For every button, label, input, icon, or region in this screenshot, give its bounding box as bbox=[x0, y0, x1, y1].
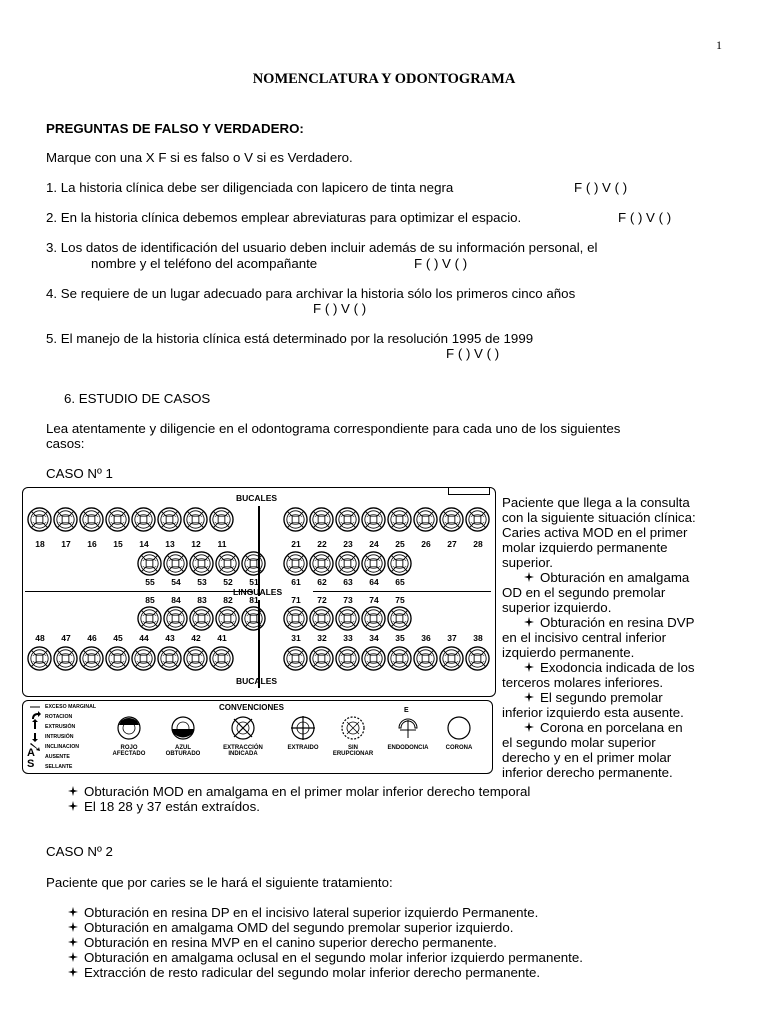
case2-item: Extracción de resto radicular del segundo molar inferior derecho permanente. bbox=[68, 965, 583, 980]
tooth-number: 27 bbox=[447, 539, 457, 549]
tooth-number: 25 bbox=[395, 539, 405, 549]
tooth-number: 63 bbox=[343, 577, 353, 587]
condition-label: EXCESO MARGINAL bbox=[45, 704, 97, 710]
tooth-number: 43 bbox=[165, 633, 175, 643]
case1-description-line: con la siguiente situación clínica: bbox=[502, 510, 696, 525]
tooth[interactable] bbox=[209, 506, 234, 533]
tooth[interactable] bbox=[163, 605, 188, 632]
tooth-number: 81 bbox=[249, 595, 259, 605]
tooth-number: 26 bbox=[421, 539, 431, 549]
tooth-number: 75 bbox=[395, 595, 405, 605]
tooth[interactable] bbox=[309, 506, 334, 533]
tooth-number: 21 bbox=[291, 539, 301, 549]
tooth[interactable] bbox=[387, 645, 412, 672]
tooth[interactable] bbox=[215, 605, 240, 632]
tooth-number: 47 bbox=[61, 633, 71, 643]
tooth[interactable] bbox=[439, 645, 464, 672]
condition-label: ROTACION bbox=[45, 714, 73, 720]
tooth[interactable] bbox=[283, 645, 308, 672]
tooth-number: 41 bbox=[217, 633, 227, 643]
tooth-number: 33 bbox=[343, 633, 353, 643]
red-affected-icon bbox=[117, 716, 141, 740]
tooth[interactable] bbox=[27, 506, 52, 533]
case1-item: El segundo premolar inferior izquierdo esta ausente. bbox=[502, 690, 684, 720]
tooth-number: 45 bbox=[113, 633, 123, 643]
buccal-top-label: BUCALES bbox=[236, 493, 278, 503]
tooth[interactable] bbox=[387, 605, 412, 632]
tooth-number: 46 bbox=[87, 633, 97, 643]
blue-filled-icon bbox=[171, 716, 195, 740]
tooth[interactable] bbox=[183, 506, 208, 533]
condition-label: INTRUSIÓN bbox=[45, 734, 74, 740]
tooth[interactable] bbox=[335, 506, 360, 533]
tooth-number: 13 bbox=[165, 539, 175, 549]
odontogram-corner-tag bbox=[448, 487, 490, 495]
tooth-number: 55 bbox=[145, 577, 155, 587]
case1-description-line: Paciente que llega a la consulta bbox=[502, 495, 690, 510]
case2-intro: Paciente que por caries se le hará el siguiente tratamiento: bbox=[46, 875, 393, 890]
tooth[interactable] bbox=[157, 645, 182, 672]
question-1-answer: F ( ) V ( ) bbox=[574, 180, 628, 195]
diamond-bullet-icon bbox=[68, 952, 78, 962]
tooth[interactable] bbox=[361, 605, 386, 632]
legend-label: EXTRACCIÓN INDICADA bbox=[223, 745, 263, 757]
case2-item: Obturación en resina MVP en el canino superior derecho permanente. bbox=[68, 935, 583, 950]
condition-label: EXTRUSIÓN bbox=[45, 724, 76, 730]
diamond-bullet-icon bbox=[524, 617, 534, 627]
row-lower-right-temporary bbox=[137, 605, 267, 632]
diamond-bullet-icon bbox=[524, 572, 534, 582]
tooth-number: 54 bbox=[171, 577, 181, 587]
case1-label: CASO Nº 1 bbox=[46, 466, 113, 481]
question-5: 5. El manejo de la historia clínica está determinado por la resolución 1995 de 1999 bbox=[46, 331, 534, 346]
row-lower-left-temporary bbox=[283, 605, 413, 632]
lingual-label: LINGUALES bbox=[233, 587, 283, 597]
case-intro-line2: casos: bbox=[46, 436, 85, 451]
question-3-line2: nombre y el teléfono del acompañante bbox=[91, 256, 318, 271]
case2-item: Obturación en amalgama oclusal en el segundo molar inferior izquierdo permanente. bbox=[68, 950, 583, 965]
tooth-number: 64 bbox=[369, 577, 379, 587]
diamond-bullet-icon bbox=[524, 722, 534, 732]
tooth[interactable] bbox=[105, 645, 130, 672]
tooth-number: 37 bbox=[447, 633, 457, 643]
legend-label: AZUL OBTURADO bbox=[165, 745, 201, 757]
page-number: 1 bbox=[716, 38, 722, 52]
tooth-number: 85 bbox=[145, 595, 155, 605]
tooth-number: 31 bbox=[291, 633, 301, 643]
tooth-number: 62 bbox=[317, 577, 327, 587]
letter-s: S bbox=[27, 758, 35, 770]
legend-label: ENDODONCIA bbox=[387, 745, 429, 751]
tooth-number: 82 bbox=[223, 595, 233, 605]
tooth-number: 22 bbox=[317, 539, 327, 549]
conventions-legend bbox=[22, 700, 493, 774]
tooth-number: 53 bbox=[197, 577, 207, 587]
horizontal-divider-left bbox=[25, 591, 253, 592]
case1-description-line: superior. bbox=[502, 555, 553, 570]
letter-a: A bbox=[27, 747, 35, 759]
case2-list bbox=[68, 905, 583, 980]
case1-item: Obturación en amalgama OD en el segundo premolar superior izquierdo. bbox=[502, 570, 690, 615]
tooth[interactable] bbox=[335, 605, 360, 632]
case1-item: Exodoncia indicada de los terceros molares inferiores. bbox=[502, 660, 695, 690]
tooth-number: 16 bbox=[87, 539, 97, 549]
tooth[interactable] bbox=[361, 506, 386, 533]
crown-icon bbox=[447, 716, 471, 740]
tooth[interactable] bbox=[309, 605, 334, 632]
question-2-answer: F ( ) V ( ) bbox=[618, 210, 672, 225]
tooth-number: 48 bbox=[35, 633, 45, 643]
tooth-number: 14 bbox=[139, 539, 149, 549]
tooth-number: 44 bbox=[139, 633, 149, 643]
diamond-bullet-icon bbox=[68, 922, 78, 932]
case1-bottom-item: Obturación MOD en amalgama en el primer molar inferior derecho temporal bbox=[68, 784, 530, 799]
tooth[interactable] bbox=[157, 506, 182, 533]
diamond-bullet-icon bbox=[524, 692, 534, 702]
row-upper-left-permanent bbox=[283, 506, 491, 533]
condition-label: SELLANTE bbox=[45, 764, 73, 770]
tooth-number: 65 bbox=[395, 577, 405, 587]
case2-label: CASO Nº 2 bbox=[46, 844, 113, 859]
case1-bottom-item: El 18 28 y 37 están extraídos. bbox=[68, 799, 260, 814]
conventions-title: CONVENCIONES bbox=[219, 703, 284, 712]
tooth-number: 12 bbox=[191, 539, 201, 549]
case-study-heading: 6. ESTUDIO DE CASOS bbox=[64, 391, 211, 406]
tooth[interactable] bbox=[413, 506, 438, 533]
case2-item: Obturación en amalgama OMD del segundo premolar superior izquierdo. bbox=[68, 920, 583, 935]
question-4: 4. Se requiere de un lugar adecuado para archivar la historia sólo los primeros cinco años bbox=[46, 286, 576, 301]
tooth-number: 24 bbox=[369, 539, 379, 549]
case-intro-line1: Lea atentamente y diligencie en el odontograma correspondiente para cada uno de los siguientes bbox=[46, 421, 621, 436]
legend-label: SIN ERUPCIONAR bbox=[332, 745, 374, 757]
row-upper-right-temporary bbox=[137, 550, 267, 577]
instruction-text: Marque con una X F si es falso o V si es Verdadero. bbox=[46, 150, 353, 165]
tooth[interactable] bbox=[209, 645, 234, 672]
section-heading: PREGUNTAS DE FALSO Y VERDADERO: bbox=[46, 121, 304, 136]
tooth-number: 83 bbox=[197, 595, 207, 605]
tooth[interactable] bbox=[241, 605, 266, 632]
tooth-number: 35 bbox=[395, 633, 405, 643]
extracted-icon bbox=[291, 716, 315, 740]
diamond-bullet-icon bbox=[68, 937, 78, 947]
tooth[interactable] bbox=[309, 550, 334, 577]
tooth[interactable] bbox=[241, 550, 266, 577]
odontogram-chart bbox=[22, 487, 496, 697]
tooth-number: 84 bbox=[171, 595, 181, 605]
tooth[interactable] bbox=[79, 645, 104, 672]
tooth[interactable] bbox=[335, 550, 360, 577]
tooth-number: 34 bbox=[369, 633, 379, 643]
tooth-number: 71 bbox=[291, 595, 301, 605]
tooth[interactable] bbox=[465, 506, 490, 533]
diamond-bullet-icon bbox=[524, 662, 534, 672]
case1-item: Obturación en resina DVP en el incisivo central inferior izquierdo permanente. bbox=[502, 615, 695, 660]
tooth[interactable] bbox=[131, 506, 156, 533]
tooth-number: 38 bbox=[473, 633, 483, 643]
tooth[interactable] bbox=[105, 506, 130, 533]
question-2: 2. En la historia clínica debemos emplear abreviaturas para optimizar el espacio. bbox=[46, 210, 522, 225]
unerupted-icon bbox=[341, 716, 365, 740]
tooth[interactable] bbox=[53, 506, 78, 533]
condition-label: AUSENTE bbox=[45, 754, 70, 760]
case1-description-line: molar izquierdo permanente bbox=[502, 540, 668, 555]
case2-item: Obturación en resina DP en el incisivo lateral superior izquierdo Permanente. bbox=[68, 905, 583, 920]
endodontics-letter: E bbox=[404, 707, 409, 714]
diamond-bullet-icon bbox=[68, 801, 78, 811]
tooth[interactable] bbox=[387, 550, 412, 577]
tooth[interactable] bbox=[79, 506, 104, 533]
tooth-number: 73 bbox=[343, 595, 353, 605]
tooth[interactable] bbox=[361, 550, 386, 577]
tooth[interactable] bbox=[309, 645, 334, 672]
row-upper-left-temporary bbox=[283, 550, 413, 577]
tooth-number: 36 bbox=[421, 633, 431, 643]
tooth-number: 28 bbox=[473, 539, 483, 549]
tooth[interactable] bbox=[27, 645, 52, 672]
tooth[interactable] bbox=[283, 605, 308, 632]
tooth[interactable] bbox=[387, 506, 412, 533]
diamond-bullet-icon bbox=[68, 786, 78, 796]
tooth[interactable] bbox=[335, 645, 360, 672]
tooth-number: 18 bbox=[35, 539, 45, 549]
tooth[interactable] bbox=[361, 645, 386, 672]
diamond-bullet-icon bbox=[68, 907, 78, 917]
row-lower-right-permanent bbox=[27, 645, 235, 672]
case1-description-line: Caries activa MOD en el primer bbox=[502, 525, 688, 540]
tooth[interactable] bbox=[53, 645, 78, 672]
tooth-number: 61 bbox=[291, 577, 301, 587]
page-title: NOMENCLATURA Y ODONTOGRAMA bbox=[252, 71, 516, 87]
condition-label: INCLINACION bbox=[45, 744, 80, 750]
buccal-bottom-label: BUCALES bbox=[236, 676, 278, 686]
case1-description bbox=[502, 495, 696, 780]
tooth-number: 74 bbox=[369, 595, 379, 605]
tooth[interactable] bbox=[131, 645, 156, 672]
tooth[interactable] bbox=[137, 550, 162, 577]
diamond-bullet-icon bbox=[68, 967, 78, 977]
tooth-number: 32 bbox=[317, 633, 327, 643]
tooth[interactable] bbox=[189, 550, 214, 577]
tooth[interactable] bbox=[215, 550, 240, 577]
legend-label: EXTRAIDO bbox=[287, 745, 319, 751]
tooth-number: 51 bbox=[249, 577, 259, 587]
arrow-icons bbox=[26, 705, 46, 751]
tooth[interactable] bbox=[163, 550, 188, 577]
question-4-answer: F ( ) V ( ) bbox=[313, 301, 367, 316]
tooth-number: 11 bbox=[217, 539, 227, 549]
legend-label: ROJO AFECTADO bbox=[112, 745, 146, 757]
tooth-number: 52 bbox=[223, 577, 233, 587]
endodontics-icon bbox=[396, 716, 420, 740]
conditions-list bbox=[45, 702, 96, 772]
tooth[interactable] bbox=[439, 506, 464, 533]
tooth[interactable] bbox=[283, 506, 308, 533]
tooth-number: 42 bbox=[191, 633, 201, 643]
tooth[interactable] bbox=[137, 605, 162, 632]
case1-item: Corona en porcelana en el segundo molar superior derecho y en el primer molar inferior derecho permanente. bbox=[502, 720, 683, 780]
tooth[interactable] bbox=[465, 645, 490, 672]
tooth[interactable] bbox=[183, 645, 208, 672]
tooth-number: 17 bbox=[61, 539, 71, 549]
tooth-number: 72 bbox=[317, 595, 327, 605]
tooth-number: 15 bbox=[113, 539, 123, 549]
row-lower-left-permanent bbox=[283, 645, 491, 672]
question-3-line1: 3. Los datos de identificación del usuario deben incluir además de su información personal, el bbox=[46, 240, 598, 255]
question-1: 1. La historia clínica debe ser diligenciada con lapicero de tinta negra bbox=[46, 180, 454, 195]
legend-label: CORONA bbox=[445, 745, 473, 751]
tooth[interactable] bbox=[283, 550, 308, 577]
tooth-number: 23 bbox=[343, 539, 353, 549]
question-5-answer: F ( ) V ( ) bbox=[446, 346, 500, 361]
tooth[interactable] bbox=[413, 645, 438, 672]
tooth[interactable] bbox=[189, 605, 214, 632]
extraction-indicated-icon bbox=[231, 716, 255, 740]
question-3-answer: F ( ) V ( ) bbox=[414, 256, 468, 271]
horizontal-divider-right bbox=[313, 591, 491, 592]
row-upper-right-permanent bbox=[27, 506, 235, 533]
